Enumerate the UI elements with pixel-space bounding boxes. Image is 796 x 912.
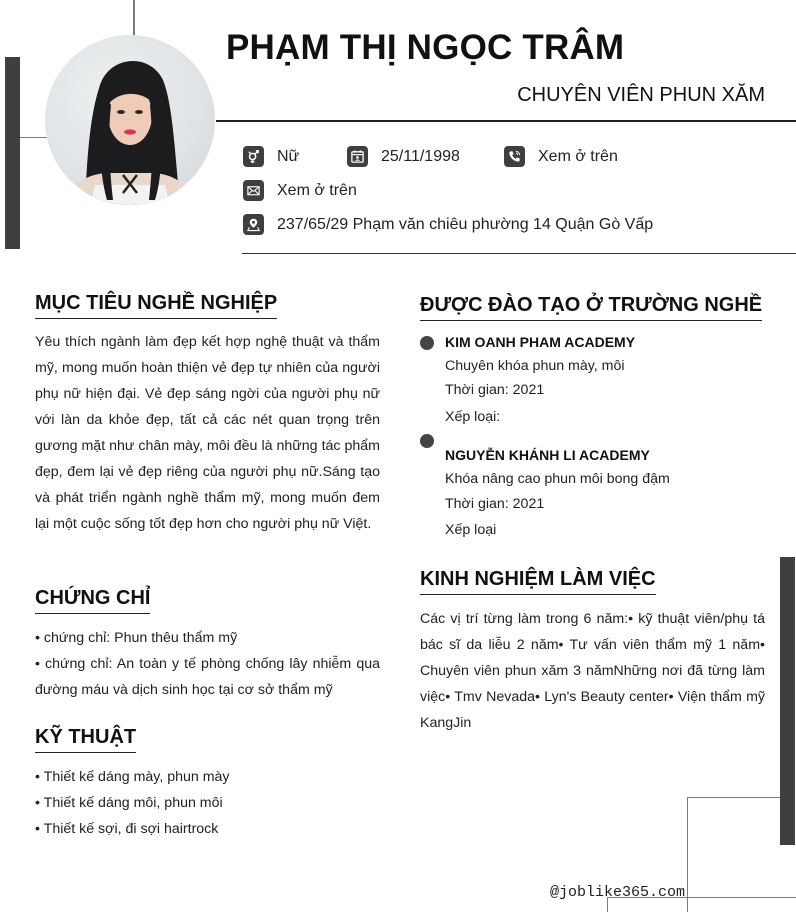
experience-heading: KINH NGHIỆM LÀM VIỆC [420, 568, 656, 595]
bottom-frame-left-line [687, 797, 688, 912]
school-course: Khóa nâng cao phun môi bong đậm [445, 471, 670, 487]
watermark: @joblike365.com [550, 884, 686, 901]
contact-gender [243, 146, 347, 167]
timeline-dot [420, 336, 434, 350]
email-value: Xem ở trên [277, 181, 357, 199]
gender-icon [243, 146, 264, 167]
certificates-list [35, 625, 380, 703]
contact-row-2 [243, 180, 357, 201]
certificate-item: • chứng chỉ: Phun thêu thẩm mỹ [35, 630, 238, 646]
school-rank: Xếp loại: [445, 409, 501, 425]
skill-item: • Thiết kế dáng mày, phun mày [35, 769, 230, 785]
skills-heading: KỸ THUẬT [35, 726, 136, 753]
portrait-photo [45, 35, 215, 205]
school-name: KIM OANH PHAM ACADEMY [445, 334, 636, 350]
certificates-heading: CHỨNG CHỈ [35, 587, 150, 614]
school-rank: Xếp loại [445, 522, 497, 538]
skill-item: • Thiết kế sợi, đi sợi hairtrock [35, 821, 219, 837]
gender-value: Nữ [277, 147, 300, 165]
contact-row-1 [243, 146, 618, 167]
objective-text: Yêu thích ngành làm đẹp kết hợp nghệ thuật và thẩm mỹ, mong muốn hoàn thiện vẻ đẹp tự nhiên của người phụ nữ hiện đại. Vẻ đẹp sáng ngời của người phụ nữ với làn da khỏe đẹp, tất cả các nét quan trọng trên gương mặt như chân mày, môi đều là những tác phẩm đẹp, đem lại vẻ đẹp riêng của người phụ nữ.Sáng tạo và phát triển ngành nghề thẩm mỹ, mong muốn đem lại một cuộc sống tốt đẹp hơn cho người phụ nữ Việt. [35, 334, 380, 532]
mail-icon [243, 180, 264, 201]
certificate-item: • chứng chỉ: An toàn y tế phòng chống lây nhiễm qua đường máu và dịch sinh học tại cơ sở thẩm mỹ [35, 656, 380, 698]
timeline-dot [420, 434, 434, 448]
contact-divider [242, 253, 796, 254]
objective-heading: MỤC TIÊU NGHỀ NGHIỆP [35, 292, 277, 319]
school-time: Thời gian: 2021 [445, 382, 545, 398]
contact-birthday [347, 146, 504, 167]
contact-email [243, 180, 357, 201]
calendar-icon [347, 146, 368, 167]
left-connector-line [20, 137, 47, 138]
phone-value: Xem ở trên [538, 147, 618, 165]
avatar [45, 35, 215, 205]
bottom-frame-top-line [687, 797, 780, 798]
birthday-value: 25/11/1998 [381, 147, 460, 165]
contact-phone [504, 146, 618, 167]
contact-address [243, 214, 653, 235]
school-course: Chuyên khóa phun mày, môi [445, 358, 625, 374]
experience-text: Các vị trí từng làm trong 6 năm:• kỹ thuật viên/phụ tá bác sĩ da liễu 2 năm• Tư vấn viên thẩm mỹ 1 năm• Chuyên viên phun xăm 3 nămNhững nơi đã từng làm việc• Tmv Nevada• Lyn's Beauty center• Viện thẩm mỹ KangJin [420, 611, 765, 731]
job-title: CHUYÊN VIÊN PHUN XĂM [517, 84, 765, 106]
top-connector-line [133, 0, 135, 36]
location-icon [243, 214, 264, 235]
phone-icon [504, 146, 525, 167]
left-accent-bar [5, 57, 20, 249]
address-value: 237/65/29 Phạm văn chiêu phường 14 Quận Gò Vấp [277, 215, 654, 233]
candidate-name: PHẠM THỊ NGỌC TRÂM [226, 28, 625, 67]
right-accent-bar [780, 557, 795, 845]
skills-list [35, 764, 380, 842]
school-time: Thời gian: 2021 [445, 496, 545, 512]
education-heading: ĐƯỢC ĐÀO TẠO Ở TRƯỜNG NGHỀ [420, 294, 762, 321]
header-divider [216, 120, 796, 122]
contact-row-3 [243, 214, 653, 235]
school-name: NGUYỄN KHÁNH LI ACADEMY [445, 447, 650, 463]
skill-item: • Thiết kế dáng môi, phun môi [35, 795, 223, 811]
